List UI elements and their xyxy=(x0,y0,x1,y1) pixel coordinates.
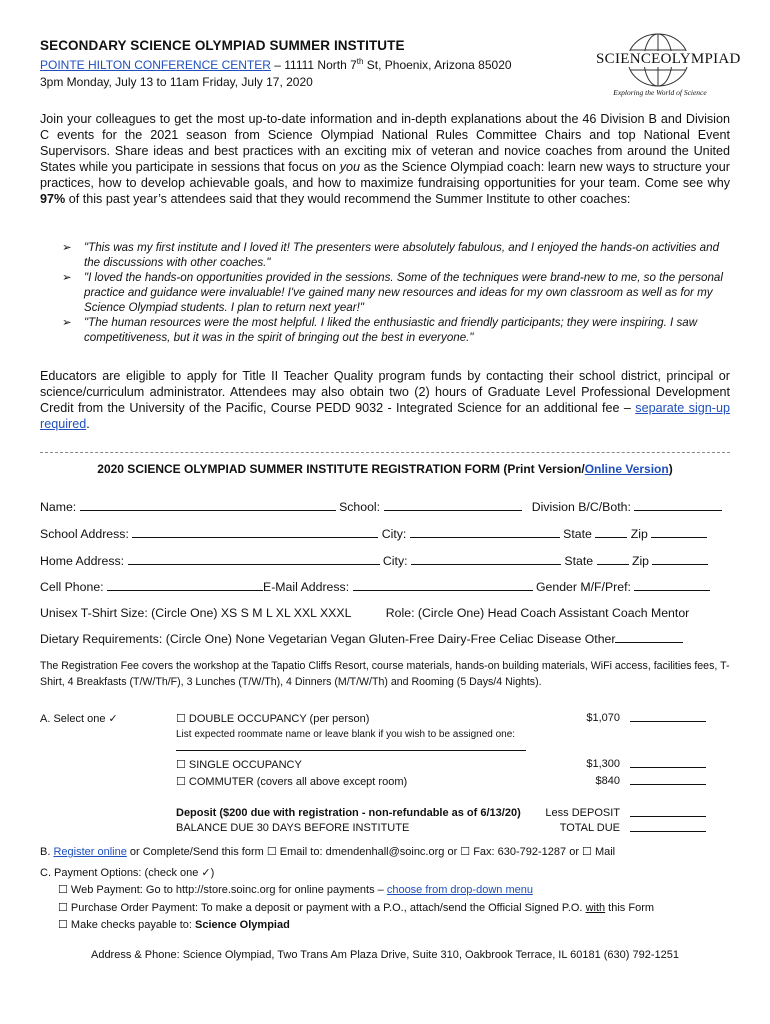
section-b-label: B. xyxy=(40,846,54,858)
single-price: $1,300 xyxy=(586,758,620,770)
name-label: Name: xyxy=(40,500,77,514)
testimonial-text: "This was my first institute and I loved it! The presenters were absolutely fabulous, and I enjoyed the hands-on activities and the discussions with other coaches." xyxy=(84,241,720,269)
science-olympiad-logo xyxy=(590,30,741,102)
online-version-link[interactable]: Online Version xyxy=(584,462,669,476)
single-occupancy-option[interactable]: ☐ SINGLE OCCUPANCY xyxy=(176,759,302,771)
name-row xyxy=(40,500,730,514)
school-field[interactable] xyxy=(384,500,522,511)
double-amount-field[interactable] xyxy=(630,711,706,722)
intro-paragraph xyxy=(40,111,730,207)
section-divider xyxy=(40,452,730,453)
payment-options-title: C. Payment Options: (check one ✓) xyxy=(40,867,215,879)
cell-field[interactable] xyxy=(107,580,263,591)
total-due-label: TOTAL DUE xyxy=(559,822,620,834)
logo-wordmark: SCIENCEOLYMPIAD xyxy=(596,51,741,67)
submit-methods[interactable]: or Complete/Send this form ☐ Email to: dmendenhall@soinc.org or ☐ Fax: 630-792-1287 or ☐ Mail xyxy=(126,846,616,858)
po-text-end: this Form xyxy=(605,902,655,914)
testimonial-item xyxy=(62,315,730,345)
dietary-row xyxy=(40,632,730,646)
educators-paragraph xyxy=(40,368,730,432)
email-field[interactable] xyxy=(353,580,533,591)
intro-percent: 97% xyxy=(40,192,66,206)
home-zip-field[interactable] xyxy=(652,554,708,565)
footer-address: Address & Phone: Science Olympiad, Two Trans Am Plaza Drive, Suite 310, Oakbrook Terrace, IL 60181 (630) 792-1251 xyxy=(90,949,679,961)
venue-address-sup: th xyxy=(356,57,364,66)
checks-payee: Science Olympiad xyxy=(195,919,290,931)
cell-label: Cell Phone: xyxy=(40,580,104,594)
testimonial-text: "The human resources were the most helpful. I liked the enthusiastic and friendly participants; they were inspiring. I saw competitiveness, but it was in the spirit of bringing out the best in everyone." xyxy=(84,316,698,344)
total-due-field[interactable] xyxy=(630,821,706,832)
submit-options-line xyxy=(40,845,615,858)
home-city-field[interactable] xyxy=(411,554,561,565)
web-payment-text: ☐ Web Payment: Go to http://store.soinc.org for online payments – xyxy=(58,884,387,896)
educators-end: . xyxy=(86,417,90,431)
home-address-field[interactable] xyxy=(128,554,380,565)
name-field[interactable] xyxy=(80,500,336,511)
register-online-link[interactable]: Register online xyxy=(53,846,127,858)
testimonial-text: "I loved the hands-on opportunities provided in the sessions. Some of the techniques were brand-new to me, so the personal practice and guidance were invaluable! I've gained many new resources and ideas for my own classroom as well as for my Science Olympiad students. I plan to return next year!" xyxy=(84,271,723,314)
school-address-label: School Address: xyxy=(40,527,129,541)
po-text: ☐ Purchase Order Payment: To make a deposit or payment with a P.O., attach/send the Official Signed P.O. xyxy=(58,902,586,914)
email-label: E-Mail Address: xyxy=(263,580,350,594)
venue-address-pre: – 11111 North 7 xyxy=(270,58,357,72)
form-title-end: ) xyxy=(668,462,673,476)
intro-text-1: Join your colleagues to get the most up-to-date information and in-depth explanations about the 46 Division B and Division C events for the 2021 season from Science Olympiad National Rules Committee Chairs and top National Event Supervisors. Share ideas and best practices with an exciting mix of veteran and novice coaches from around the United States while you participate in sessions that focus on xyxy=(40,112,730,174)
state-label: State xyxy=(564,554,594,568)
testimonial-item xyxy=(62,240,730,270)
form-title-text: 2020 SCIENCE OLYMPIAD SUMMER INSTITUTE REGISTRATION FORM (Print Version/ xyxy=(97,462,585,476)
zip-field[interactable] xyxy=(651,527,707,538)
signup-link[interactable]: separate sign-up required xyxy=(40,401,730,431)
drop-down-menu-link[interactable]: choose from drop-down menu xyxy=(386,884,533,896)
checks-text: ☐ Make checks payable to: xyxy=(58,919,196,931)
school-label: School: xyxy=(339,500,381,514)
venue-link[interactable]: POINTE HILTON CONFERENCE CENTER xyxy=(40,58,271,72)
gender-label: Gender M/F/Pref: xyxy=(535,580,631,594)
intro-text-3: of this past year’s attendees said that they would recommend the Summer Institute to other coaches: xyxy=(65,192,631,206)
role-options[interactable]: Role: (Circle One) Head Coach Assistant Coach Mentor xyxy=(385,606,690,620)
commuter-amount-field[interactable] xyxy=(630,774,706,785)
select-one-label: A. Select one ✓ xyxy=(40,713,118,725)
form-title xyxy=(40,462,730,476)
document-title: SECONDARY SCIENCE OLYMPIAD SUMMER INSTITUTE xyxy=(40,38,405,53)
roommate-note: List expected roommate name or leave blank if you wish to be assigned one: xyxy=(176,729,516,740)
arrow-bullet-icon: ➢ xyxy=(62,271,72,284)
less-deposit-label: Less DEPOSIT xyxy=(545,807,620,819)
testimonial-item xyxy=(62,270,730,315)
double-occupancy-option[interactable]: ☐ DOUBLE OCCUPANCY (per person) xyxy=(176,713,370,725)
zip-label: Zip xyxy=(630,527,648,541)
dietary-other-field[interactable] xyxy=(615,632,683,643)
educators-text: Educators are eligible to apply for Title II Teacher Quality program funds by contacting their school district, principal or science/curriculum administrator. Attendees may also obtain two (2) hours of Graduate Level Professional Development Credit from the University of the Pacific, Course PEDD 9032 - Integrated Science for an additional fee – xyxy=(40,369,730,415)
home-state-field[interactable] xyxy=(597,554,629,565)
check-payment-option[interactable] xyxy=(58,918,290,931)
city-label: City: xyxy=(381,527,407,541)
arrow-bullet-icon: ➢ xyxy=(62,241,72,254)
commuter-price: $840 xyxy=(595,775,620,787)
division-label: Division B/C/Both: xyxy=(531,500,631,514)
state-label: State xyxy=(563,527,592,541)
zip-label: Zip xyxy=(631,554,650,568)
web-payment-option[interactable] xyxy=(58,883,533,896)
tshirt-role-row xyxy=(40,606,730,620)
intro-text-2: as the Science Olympiad coach: learn new ways to structure your practices, how to develop achievable goals, and how to maximize fundraising opportunities for your team. Come see why xyxy=(40,160,730,190)
home-address-row xyxy=(40,554,730,568)
double-price: $1,070 xyxy=(586,712,620,724)
commuter-option[interactable]: ☐ COMMUTER (covers all above except room) xyxy=(176,776,408,788)
intro-italic: you xyxy=(339,160,360,174)
po-with: with xyxy=(585,902,606,914)
gender-field[interactable] xyxy=(634,580,710,591)
venue-address-post: St, Phoenix, Arizona 85020 xyxy=(363,58,512,72)
tshirt-size-options[interactable]: Unisex T-Shirt Size: (Circle One) XS S M L XL XXL XXXL xyxy=(40,606,351,620)
deposit-note: Deposit ($200 due with registration - non-refundable as of 6/13/20) xyxy=(176,807,521,819)
state-field[interactable] xyxy=(595,527,627,538)
logo-tagline: Exploring the World of Science xyxy=(613,88,707,97)
venue-line xyxy=(40,57,512,72)
roommate-field[interactable] xyxy=(176,740,526,751)
city-label: City: xyxy=(382,554,408,568)
city-field[interactable] xyxy=(410,527,560,538)
home-address-label: Home Address: xyxy=(40,554,125,568)
deposit-amount-field[interactable] xyxy=(630,806,706,817)
event-dates: 3pm Monday, July 13 to 11am Friday, July 17, 2020 xyxy=(40,75,313,89)
testimonial-list xyxy=(62,240,730,345)
arrow-bullet-icon: ➢ xyxy=(62,316,72,329)
dietary-options[interactable]: Dietary Requirements: (Circle One) None Vegetarian Vegan Gluten-Free Dairy-Free Celiac Disease Other xyxy=(40,632,616,646)
single-amount-field[interactable] xyxy=(630,757,706,768)
contact-row xyxy=(40,580,730,594)
school-address-row xyxy=(40,527,730,541)
school-address-field[interactable] xyxy=(132,527,378,538)
balance-due-note: BALANCE DUE 30 DAYS BEFORE INSTITUTE xyxy=(176,822,410,834)
division-field[interactable] xyxy=(634,500,722,511)
registration-fee-note: The Registration Fee covers the workshop at the Tapatio Cliffs Resort, course materials, hands-on building materials, WiFi access, facilities fees, T-Shirt, 4 Breakfasts (T/W/Th/F), 3 Lunches (T/W/Th), 4 Dinners (M/T/W/Th) and Rooming (5 Days/4 Nights). xyxy=(40,660,730,688)
purchase-order-option[interactable] xyxy=(58,901,654,914)
